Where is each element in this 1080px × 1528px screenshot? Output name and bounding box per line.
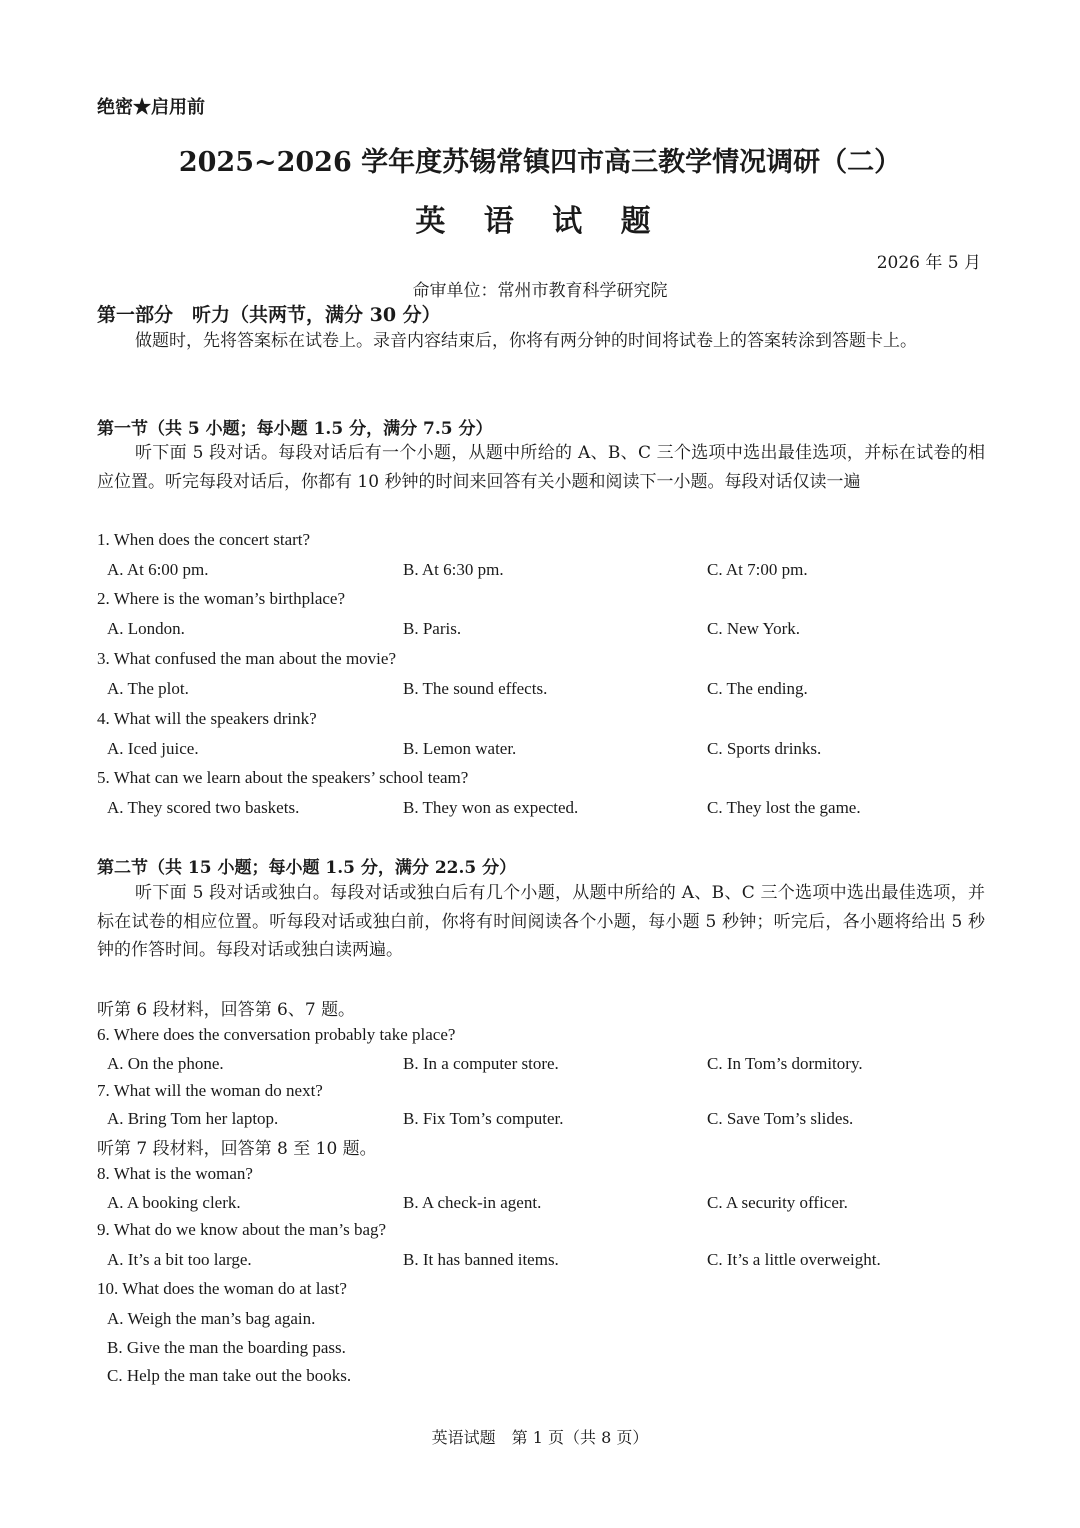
section2-heading: 第二节（共 15 小题；每小题 1.5 分，满分 22.5 分） — [97, 858, 517, 878]
q9-option-b[interactable]: B. It has banned items. — [403, 1250, 559, 1269]
q1-option-c[interactable]: C. At 7:00 pm. — [707, 560, 808, 579]
q10-option-c[interactable]: C. Help the man take out the books. — [107, 1366, 352, 1385]
q6-option-a[interactable]: A. On the phone. — [107, 1054, 224, 1073]
exam-subject: 英 语 试 题 — [415, 204, 665, 239]
material-6-instruction: 听第 6 段材料，回答第 6、7 题。 — [97, 1000, 356, 1020]
q5-option-b[interactable]: B. They won as expected. — [403, 798, 579, 817]
section1-heading: 第一节（共 5 小题；每小题 1.5 分，满分 7.5 分） — [97, 419, 493, 439]
q5-option-c[interactable]: C. They lost the game. — [707, 798, 861, 817]
question-1: 1. When does the concert start? — [97, 530, 311, 549]
q9-option-c[interactable]: C. It’s a little overweight. — [707, 1250, 881, 1269]
q4-option-b[interactable]: B. Lemon water. — [403, 739, 517, 758]
question-4: 4. What will the speakers drink? — [97, 709, 317, 728]
question-9: 9. What do we know about the man’s bag? — [97, 1220, 387, 1239]
q5-option-a[interactable]: A. They scored two baskets. — [107, 798, 300, 817]
q4-option-c[interactable]: C. Sports drinks. — [707, 739, 822, 758]
material-7-instruction: 听第 7 段材料，回答第 8 至 10 题。 — [97, 1139, 377, 1159]
question-2: 2. Where is the woman’s birthplace? — [97, 589, 345, 608]
part1-heading: 第一部分 听力（共两节，满分 30 分） — [97, 304, 441, 326]
part1-intro: 做题时，先将答案标在试卷上。录音内容结束后，你将有两分钟的时间将试卷上的答案转涂到答题卡上。 — [135, 331, 917, 351]
exam-title: 2025~2026 学年度苏锡常镇四市高三教学情况调研（二） — [178, 147, 902, 178]
q10-option-b[interactable]: B. Give the man the boarding pass. — [107, 1338, 346, 1357]
exam-date: 2026 年 5 月 — [876, 253, 981, 273]
q3-option-c[interactable]: C. The ending. — [707, 679, 808, 698]
q1-option-b[interactable]: B. At 6:30 pm. — [403, 560, 504, 579]
q2-option-c[interactable]: C. New York. — [707, 619, 801, 638]
q9-option-a[interactable]: A. It’s a bit too large. — [107, 1250, 252, 1269]
q10-option-a[interactable]: A. Weigh the man’s bag again. — [107, 1309, 316, 1328]
q6-option-c[interactable]: C. In Tom’s dormitory. — [707, 1054, 863, 1073]
question-6: 6. Where does the conversation probably take place? — [97, 1025, 456, 1044]
q7-option-b[interactable]: B. Fix Tom’s computer. — [403, 1109, 564, 1128]
confidential-label: 绝密★启用前 — [97, 97, 205, 118]
question-3: 3. What confused the man about the movie? — [97, 649, 396, 668]
q2-option-a[interactable]: A. London. — [107, 619, 185, 638]
question-8: 8. What is the woman? — [97, 1164, 253, 1183]
q7-option-c[interactable]: C. Save Tom’s slides. — [707, 1109, 854, 1128]
q3-option-a[interactable]: A. The plot. — [107, 679, 189, 698]
issuing-unit: 命审单位：常州市教育科学研究院 — [412, 281, 668, 301]
q3-option-b[interactable]: B. The sound effects. — [403, 679, 548, 698]
q1-option-a[interactable]: A. At 6:00 pm. — [107, 560, 209, 579]
page-footer: 英语试题 第 1 页（共 8 页） — [431, 1428, 649, 1447]
section2-intro: 听下面 5 段对话或独白。每段对话或独白后有几个小题，从题中所给的 A、B、C 三个选项中选出最佳选项，并标在试卷的相应位置。听每段对话或独白前，你将有时间阅读各个小题，每小题 5 秒钟；听完后，各小题将给出 5 秒钟的作答时间。每段对话或独白读两遍。 — [97, 883, 985, 960]
q4-option-a[interactable]: A. Iced juice. — [107, 739, 199, 758]
q6-option-b[interactable]: B. In a computer store. — [403, 1054, 559, 1073]
q8-option-b[interactable]: B. A check-in agent. — [403, 1193, 542, 1212]
q8-option-a[interactable]: A. A booking clerk. — [107, 1193, 241, 1212]
question-5: 5. What can we learn about the speakers’ school team? — [97, 768, 469, 787]
q2-option-b[interactable]: B. Paris. — [403, 619, 462, 638]
question-10: 10. What does the woman do at last? — [97, 1279, 347, 1298]
q7-option-a[interactable]: A. Bring Tom her laptop. — [107, 1109, 279, 1128]
q8-option-c[interactable]: C. A security officer. — [707, 1193, 848, 1212]
question-7: 7. What will the woman do next? — [97, 1081, 323, 1100]
section1-intro: 听下面 5 段对话。每段对话后有一个小题，从题中所给的 A、B、C 三个选项中选出最佳选项，并标在试卷的相应位置。听完每段对话后，你都有 10 秒钟的时间来回答有关小题和阅读下一小题。每段对话仅读一遍 — [97, 443, 985, 492]
